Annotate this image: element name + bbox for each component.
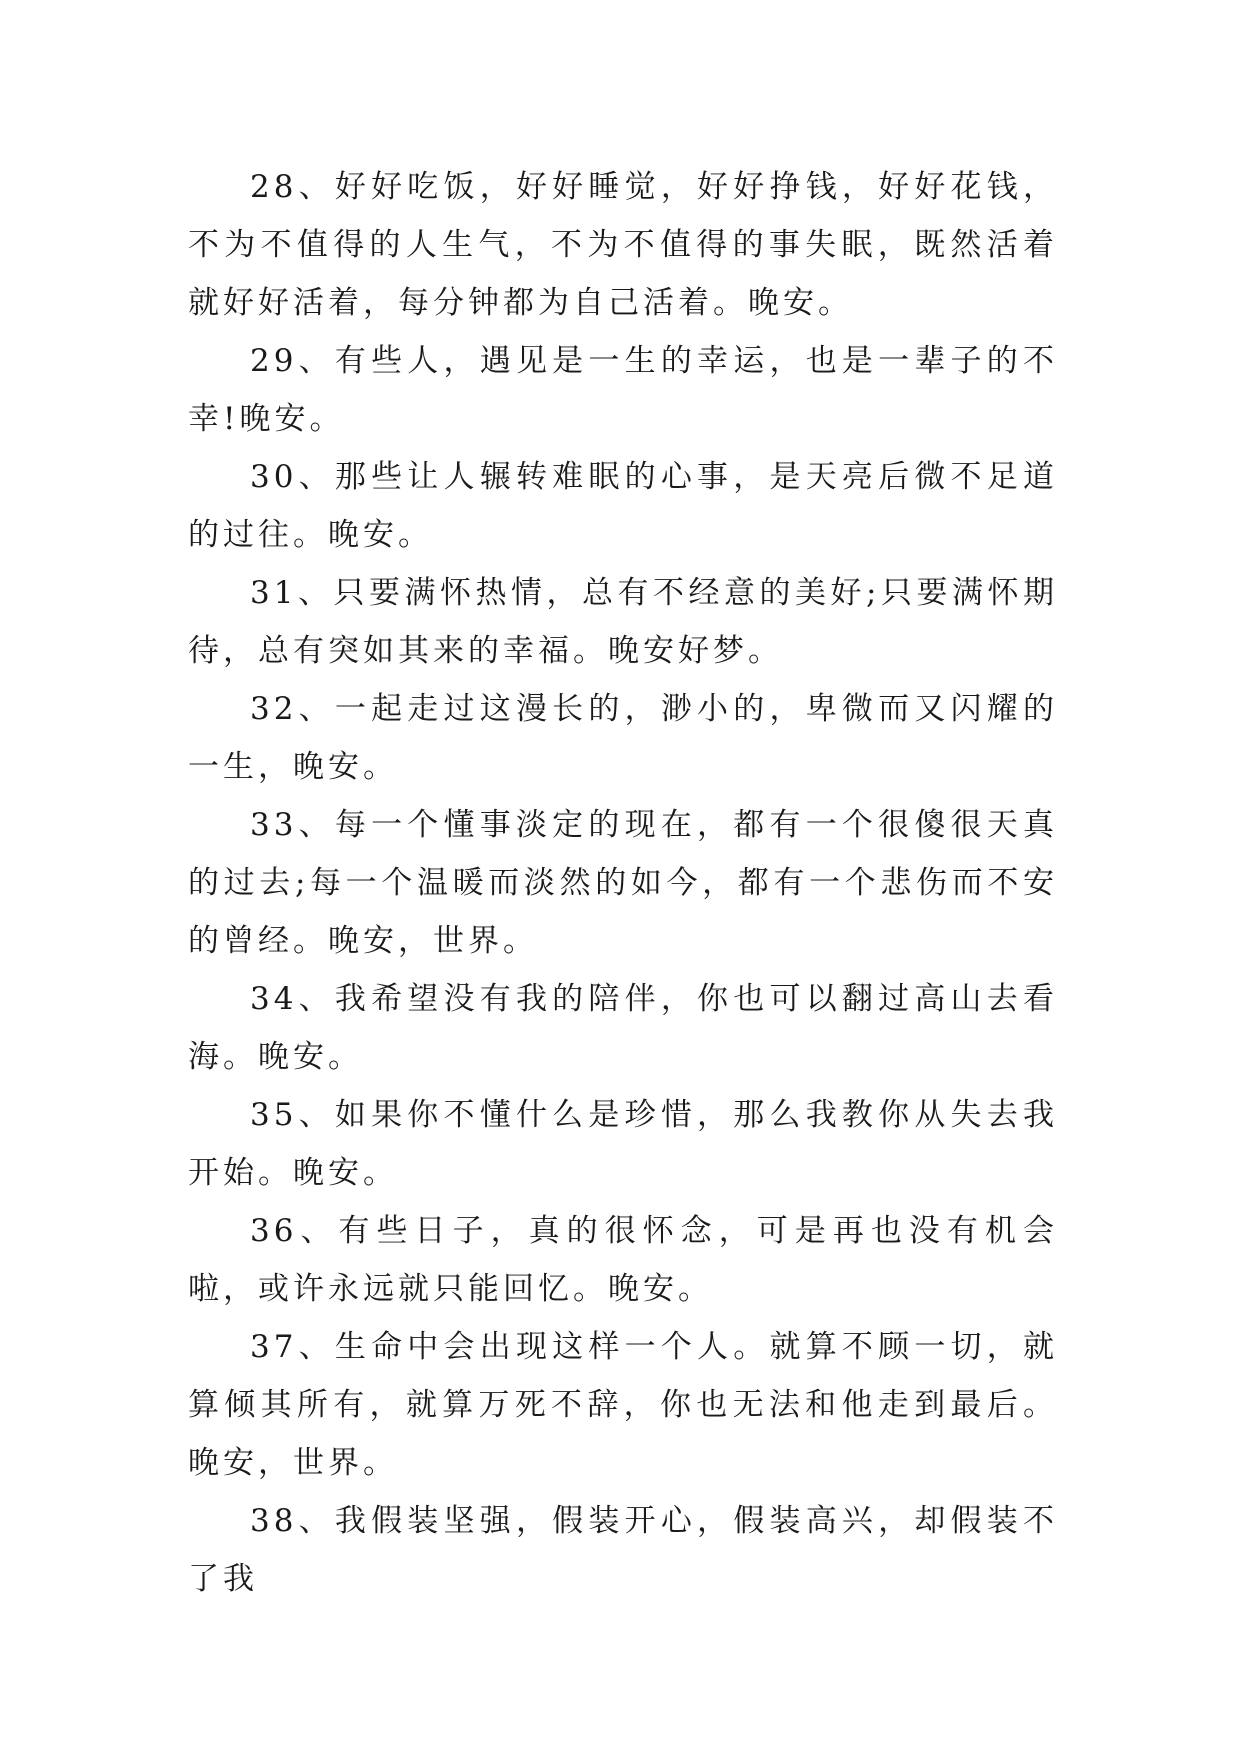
paragraph-34: 34、我希望没有我的陪伴，你也可以翻过高山去看海。晚安。 [188,981,1058,1075]
paragraph-36: 36、有些日子，真的很怀念，可是再也没有机会啦，或许永远就只能回忆。晚安。 [188,1213,1058,1307]
document-body [188,158,1058,1608]
paragraph-28: 28、好好吃饭，好好睡觉，好好挣钱，好好花钱，不为不值得的人生气，不为不值得的事失眠，既然活着就好好活着，每分钟都为自己活着。晚安。 [188,169,1058,321]
paragraph-37: 37、生命中会出现这样一个人。就算不顾一切，就算倾其所有，就算万死不辞，你也无法和他走到最后。晚安，世界。 [188,1329,1058,1481]
paragraph-29: 29、有些人，遇见是一生的幸运，也是一辈子的不幸!晚安。 [188,343,1058,437]
paragraph-32: 32、一起走过这漫长的，渺小的，卑微而又闪耀的一生，晚安。 [188,691,1058,785]
paragraph-33: 33、每一个懂事淡定的现在，都有一个很傻很天真的过去;每一个温暖而淡然的如今，都有一个悲伤而不安的曾经。晚安，世界。 [188,807,1058,959]
paragraph-30: 30、那些让人辗转难眠的心事，是天亮后微不足道的过往。晚安。 [188,459,1058,553]
paragraph-31: 31、只要满怀热情，总有不经意的美好;只要满怀期待，总有突如其来的幸福。晚安好梦。 [188,575,1058,669]
paragraph-35: 35、如果你不懂什么是珍惜，那么我教你从失去我开始。晚安。 [188,1097,1058,1191]
paragraph-38: 38、我假装坚强，假装开心，假装高兴，却假装不了我 [188,1503,1058,1597]
